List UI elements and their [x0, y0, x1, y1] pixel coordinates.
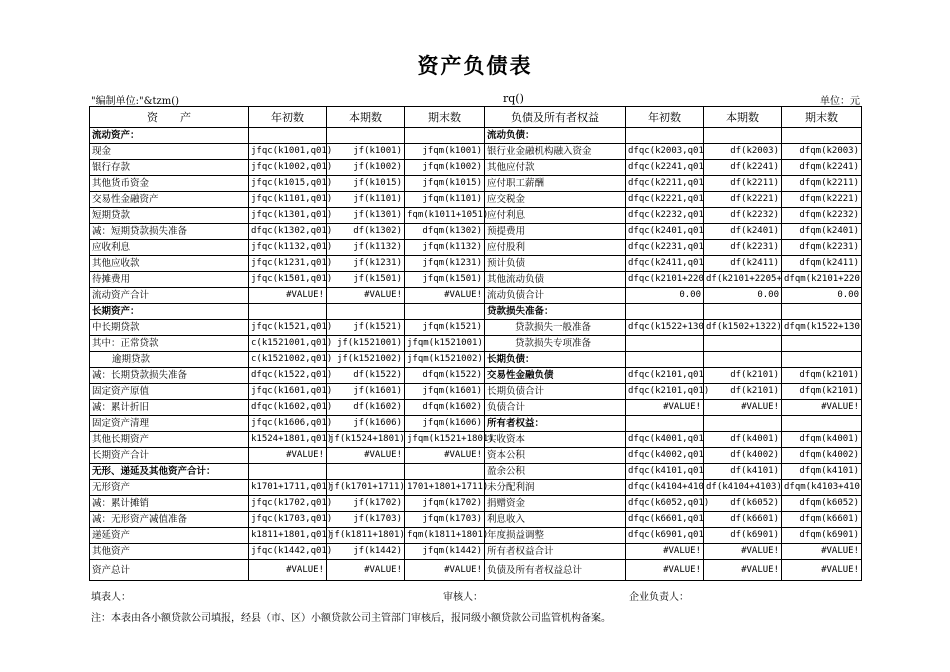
- asset-value: #VALUE!: [249, 288, 327, 304]
- liability-value: [626, 304, 704, 320]
- liability-value: dfqm(k6901): [782, 528, 862, 544]
- asset-label: 固定资产清理: [90, 416, 249, 432]
- liability-value: [782, 128, 862, 144]
- asset-value: dfqm(k1522): [405, 368, 485, 384]
- asset-label: 无形资产: [90, 480, 249, 496]
- liability-value: 0.00: [704, 288, 782, 304]
- liability-value: [704, 128, 782, 144]
- liability-label: 利息收入: [485, 512, 626, 528]
- liability-label: 其他应付款: [485, 160, 626, 176]
- table-row: [90, 528, 862, 544]
- liability-value: df(k2101): [704, 384, 782, 400]
- asset-label: 减：累计折旧: [90, 400, 249, 416]
- asset-value: [405, 304, 485, 320]
- asset-value: jf(k1301): [327, 208, 405, 224]
- liability-label: 应付职工薪酬: [485, 176, 626, 192]
- table-row: [90, 384, 862, 400]
- liability-value: dfqc(k2401,q01: [626, 224, 704, 240]
- liability-value: dfqc(k2101+220: [626, 272, 704, 288]
- table-row: [90, 144, 862, 160]
- liability-value: [626, 352, 704, 368]
- asset-label: 长期资产：: [90, 304, 249, 320]
- asset-value: df(k1302): [327, 224, 405, 240]
- asset-label: 流动资产：: [90, 128, 249, 144]
- asset-value: jfqc(k1702,q01): [249, 496, 327, 512]
- asset-value: jfqc(k1002,q01): [249, 160, 327, 176]
- liability-value: dfqc(k6052,q01): [626, 496, 704, 512]
- liability-value: dfqm(k4002): [782, 448, 862, 464]
- asset-value: jfqc(k1132,q01): [249, 240, 327, 256]
- liability-value: df(k2101): [704, 368, 782, 384]
- liability-value: [626, 416, 704, 432]
- liability-value: df(k4104+4103): [704, 480, 782, 496]
- asset-label: 减：短期贷款损失准备: [90, 224, 249, 240]
- footnote: 注：本表由各小额贷款公司填报，经县（市、区）小额贷款公司主管部门审核后，报同级小额贷款公司监管机构备案。: [91, 613, 611, 624]
- liability-label: 资本公积: [485, 448, 626, 464]
- liability-label: 银行业金融机构融入资金: [485, 144, 626, 160]
- asset-value: [327, 464, 405, 480]
- table-row: [90, 480, 862, 496]
- table-row: [90, 208, 862, 224]
- table-row: [90, 256, 862, 272]
- liability-value: dfqm(k2101): [782, 368, 862, 384]
- asset-value: jf(k1001): [327, 144, 405, 160]
- asset-value: jfqm(k1002): [405, 160, 485, 176]
- asset-value: fqm(k1011+1051): [405, 208, 485, 224]
- liability-value: #VALUE!: [782, 544, 862, 560]
- liability-value: dfqc(k4104+410: [626, 480, 704, 496]
- liability-value: [704, 416, 782, 432]
- liability-value: #VALUE!: [704, 560, 782, 581]
- asset-label: 银行存款: [90, 160, 249, 176]
- liability-value: df(k1502+1322): [704, 320, 782, 336]
- liability-value: df(k2211): [704, 176, 782, 192]
- asset-value: jf(k1015): [327, 176, 405, 192]
- asset-value: jfqm(k1521002): [405, 352, 485, 368]
- table-row: [90, 240, 862, 256]
- liability-label: 贷款损失专项准备: [485, 336, 626, 352]
- liability-value: [626, 336, 704, 352]
- asset-value: k1811+1801,q01): [249, 528, 327, 544]
- asset-label: 应收利息: [90, 240, 249, 256]
- asset-value: jf(k1442): [327, 544, 405, 560]
- liability-value: df(k2231): [704, 240, 782, 256]
- liability-value: dfqm(k2241): [782, 160, 862, 176]
- asset-value: [249, 304, 327, 320]
- liability-label: 流动负债：: [485, 128, 626, 144]
- asset-value: jfqc(k1606,q01): [249, 416, 327, 432]
- liability-label: 贷款损失一般准备: [485, 320, 626, 336]
- asset-value: jfqc(k1442,q01): [249, 544, 327, 560]
- liability-value: [704, 304, 782, 320]
- asset-value: #VALUE!: [327, 560, 405, 581]
- asset-label: 交易性金融资产: [90, 192, 249, 208]
- asset-value: jfqm(k1231): [405, 256, 485, 272]
- asset-value: jfqc(k1101,q01): [249, 192, 327, 208]
- liability-label: 负债合计: [485, 400, 626, 416]
- asset-label: 递延资产: [90, 528, 249, 544]
- asset-value: dfqm(k1302): [405, 224, 485, 240]
- liability-value: dfqm(k2211): [782, 176, 862, 192]
- asset-value: jf(k1521002): [327, 352, 405, 368]
- asset-label: 流动资产合计: [90, 288, 249, 304]
- asset-value: 1701+1801+1711): [405, 480, 485, 496]
- liability-value: df(k2003): [704, 144, 782, 160]
- asset-label: 其中：正常贷款: [90, 336, 249, 352]
- asset-label: 无形、递延及其他资产合计：: [90, 464, 249, 480]
- liability-value: #VALUE!: [626, 544, 704, 560]
- asset-value: [249, 128, 327, 144]
- liability-value: df(k2221): [704, 192, 782, 208]
- liability-value: dfqc(k2231,q01: [626, 240, 704, 256]
- asset-value: jfqm(k1442): [405, 544, 485, 560]
- liability-value: dfqc(k2221,q01: [626, 192, 704, 208]
- liability-value: dfqm(k4101): [782, 464, 862, 480]
- asset-value: dfqc(k1602,q01): [249, 400, 327, 416]
- asset-value: jf(k1524+1801): [327, 432, 405, 448]
- balance-sheet-table: [89, 106, 862, 581]
- asset-value: jfqc(k1301,q01): [249, 208, 327, 224]
- liability-value: df(k2401): [704, 224, 782, 240]
- date-field: rq(): [503, 92, 524, 105]
- asset-label: 其他长期资产: [90, 432, 249, 448]
- asset-value: k1524+1801,q01): [249, 432, 327, 448]
- table-row: [90, 448, 862, 464]
- liability-value: dfqc(k2003,q01: [626, 144, 704, 160]
- liability-label: 应交税金: [485, 192, 626, 208]
- header-row: [90, 107, 862, 128]
- liability-value: [782, 336, 862, 352]
- asset-value: jfqm(k1521): [405, 320, 485, 336]
- table-row: [90, 416, 862, 432]
- asset-value: jf(k1702): [327, 496, 405, 512]
- liability-value: [704, 352, 782, 368]
- asset-value: jf(k1606): [327, 416, 405, 432]
- asset-value: #VALUE!: [405, 448, 485, 464]
- liability-label: 长期负债：: [485, 352, 626, 368]
- table-row: [90, 496, 862, 512]
- asset-label: 其他应收款: [90, 256, 249, 272]
- asset-value: dfqc(k1522,q01): [249, 368, 327, 384]
- asset-value: jf(k1701+1711): [327, 480, 405, 496]
- liability-label: 其他流动负债: [485, 272, 626, 288]
- asset-value: jfqm(k1702): [405, 496, 485, 512]
- table-row: [90, 192, 862, 208]
- liability-value: 0.00: [782, 288, 862, 304]
- liability-value: dfqm(k1522+130: [782, 320, 862, 336]
- asset-label: 短期贷款: [90, 208, 249, 224]
- liability-value: dfqm(k2101): [782, 384, 862, 400]
- liability-value: dfqm(k2411): [782, 256, 862, 272]
- asset-value: jfqm(k1606): [405, 416, 485, 432]
- table-row: [90, 272, 862, 288]
- liability-value: df(k4001): [704, 432, 782, 448]
- liability-value: #VALUE!: [704, 400, 782, 416]
- header-cell: 资 产: [90, 107, 249, 128]
- asset-label: 待摊费用: [90, 272, 249, 288]
- asset-label: 逾期贷款: [90, 352, 249, 368]
- asset-value: jfqm(k1015): [405, 176, 485, 192]
- asset-value: jf(k1132): [327, 240, 405, 256]
- liability-value: dfqm(k6601): [782, 512, 862, 528]
- asset-value: #VALUE!: [249, 448, 327, 464]
- asset-value: [327, 128, 405, 144]
- header-cell: 本期数: [704, 107, 782, 128]
- asset-value: jfqm(k1132): [405, 240, 485, 256]
- asset-value: k1701+1711,q01): [249, 480, 327, 496]
- asset-value: jfqm(k1601): [405, 384, 485, 400]
- asset-value: jfqm(k1703): [405, 512, 485, 528]
- asset-value: #VALUE!: [327, 288, 405, 304]
- liability-value: #VALUE!: [782, 400, 862, 416]
- asset-value: jf(k1601): [327, 384, 405, 400]
- liability-value: df(k6901): [704, 528, 782, 544]
- liability-value: [782, 352, 862, 368]
- asset-value: jfqm(k1101): [405, 192, 485, 208]
- asset-value: jfqc(k1521,q01): [249, 320, 327, 336]
- liability-value: [626, 128, 704, 144]
- liability-value: df(k6052): [704, 496, 782, 512]
- table-row: [90, 368, 862, 384]
- asset-value: [405, 128, 485, 144]
- asset-value: jf(k1231): [327, 256, 405, 272]
- liability-label: 负债及所有者权益总计: [485, 560, 626, 581]
- header-cell: 年初数: [626, 107, 704, 128]
- asset-value: jfqc(k1231,q01): [249, 256, 327, 272]
- asset-label: 中长期贷款: [90, 320, 249, 336]
- liability-value: #VALUE!: [626, 560, 704, 581]
- liability-label: 应付利息: [485, 208, 626, 224]
- liability-label: 交易性金融负债: [485, 368, 626, 384]
- liability-value: dfqm(k4001): [782, 432, 862, 448]
- asset-value: jf(k1002): [327, 160, 405, 176]
- asset-value: #VALUE!: [249, 560, 327, 581]
- liability-value: 0.00: [626, 288, 704, 304]
- liability-value: dfqm(k2101+220: [782, 272, 862, 288]
- liability-value: dfqc(k2411,q01: [626, 256, 704, 272]
- asset-label: 固定资产原值: [90, 384, 249, 400]
- table-row: [90, 560, 862, 581]
- asset-value: jfqm(k1521+1801): [405, 432, 485, 448]
- liability-label: 流动负债合计: [485, 288, 626, 304]
- liability-value: dfqc(k2101,q01): [626, 384, 704, 400]
- asset-value: jfqm(k1521001): [405, 336, 485, 352]
- liability-label: 贷款损失准备：: [485, 304, 626, 320]
- liability-value: [704, 336, 782, 352]
- liability-label: 长期负债合计: [485, 384, 626, 400]
- asset-value: #VALUE!: [327, 448, 405, 464]
- liability-value: df(k2232): [704, 208, 782, 224]
- liability-value: dfqc(k2232,q01: [626, 208, 704, 224]
- liability-value: [782, 416, 862, 432]
- asset-value: #VALUE!: [405, 288, 485, 304]
- liability-label: 盈余公积: [485, 464, 626, 480]
- asset-value: [249, 464, 327, 480]
- liability-value: dfqm(k2231): [782, 240, 862, 256]
- header-cell: 年初数: [249, 107, 327, 128]
- asset-value: jfqc(k1501,q01): [249, 272, 327, 288]
- liability-value: dfqc(k2211,q01: [626, 176, 704, 192]
- unit-label: 单位：元: [820, 96, 860, 107]
- liability-value: dfqm(k2003): [782, 144, 862, 160]
- org-field: "编制单位:"&tzm(): [91, 96, 180, 107]
- liability-value: dfqc(k4001,q01: [626, 432, 704, 448]
- asset-value: jfqc(k1703,q01): [249, 512, 327, 528]
- liability-value: df(k4002): [704, 448, 782, 464]
- asset-label: 减：无形资产减值准备: [90, 512, 249, 528]
- header-cell: 负债及所有者权益: [485, 107, 626, 128]
- liability-label: 所有者权益：: [485, 416, 626, 432]
- filler-label: 填表人：: [91, 592, 131, 603]
- asset-value: jfqm(k1501): [405, 272, 485, 288]
- asset-value: jfqc(k1001,q01): [249, 144, 327, 160]
- liability-value: dfqc(k4101,q01: [626, 464, 704, 480]
- liability-value: dfqm(k6052): [782, 496, 862, 512]
- asset-label: 其他货币资金: [90, 176, 249, 192]
- liability-label: 未分配利润: [485, 480, 626, 496]
- liability-value: df(k2411): [704, 256, 782, 272]
- table-row: [90, 320, 862, 336]
- liability-value: dfqm(k4103+410: [782, 480, 862, 496]
- table-row: [90, 128, 862, 144]
- liability-label: 实收资本: [485, 432, 626, 448]
- liability-value: dfqc(k4002,q01: [626, 448, 704, 464]
- liability-label: 预提费用: [485, 224, 626, 240]
- liability-value: dfqc(k6901,q01: [626, 528, 704, 544]
- asset-label: 现金: [90, 144, 249, 160]
- liability-label: 应付股利: [485, 240, 626, 256]
- liability-value: df(k6601): [704, 512, 782, 528]
- asset-value: df(k1522): [327, 368, 405, 384]
- liability-value: #VALUE!: [782, 560, 862, 581]
- asset-value: jf(k1811+1801): [327, 528, 405, 544]
- asset-label: 其他资产: [90, 544, 249, 560]
- liability-value: dfqm(k2232): [782, 208, 862, 224]
- table-row: [90, 288, 862, 304]
- asset-label: 资产总计: [90, 560, 249, 581]
- table-row: [90, 432, 862, 448]
- liability-value: dfqc(k2101,q01: [626, 368, 704, 384]
- asset-value: jfqm(k1001): [405, 144, 485, 160]
- liability-value: #VALUE!: [626, 400, 704, 416]
- liability-value: dfqc(k2241,q01: [626, 160, 704, 176]
- table-row: [90, 176, 862, 192]
- asset-value: [405, 464, 485, 480]
- liability-label: 所有者权益合计: [485, 544, 626, 560]
- liability-value: dfqm(k2401): [782, 224, 862, 240]
- liability-value: df(k2101+2205+: [704, 272, 782, 288]
- liability-label: 捐赠资金: [485, 496, 626, 512]
- asset-value: df(k1602): [327, 400, 405, 416]
- liability-value: dfqm(k2221): [782, 192, 862, 208]
- asset-value: jf(k1501): [327, 272, 405, 288]
- table-row: [90, 224, 862, 240]
- asset-value: jf(k1703): [327, 512, 405, 528]
- table-row: [90, 336, 862, 352]
- liability-value: dfqc(k1522+130: [626, 320, 704, 336]
- asset-value: c(k1521001,q01): [249, 336, 327, 352]
- reviewer-label: 审核人：: [443, 592, 483, 603]
- liability-value: df(k4101): [704, 464, 782, 480]
- liability-value: df(k2241): [704, 160, 782, 176]
- table-row: [90, 352, 862, 368]
- liability-label: 年度损益调整: [485, 528, 626, 544]
- asset-value: #VALUE!: [405, 560, 485, 581]
- header-cell: 本期数: [327, 107, 405, 128]
- table-row: [90, 464, 862, 480]
- report-title: 资产负债表: [417, 54, 533, 78]
- asset-value: jfqc(k1015,q01): [249, 176, 327, 192]
- asset-value: dfqm(k1602): [405, 400, 485, 416]
- table-row: [90, 160, 862, 176]
- table-row: [90, 304, 862, 320]
- asset-label: 长期资产合计: [90, 448, 249, 464]
- asset-value: c(k1521002,q01): [249, 352, 327, 368]
- asset-label: 减：长期贷款损失准备: [90, 368, 249, 384]
- head-label: 企业负责人：: [629, 592, 689, 603]
- asset-label: 减：累计摊销: [90, 496, 249, 512]
- header-cell: 期末数: [782, 107, 862, 128]
- asset-value: jf(k1101): [327, 192, 405, 208]
- asset-value: [327, 304, 405, 320]
- liability-value: [782, 304, 862, 320]
- liability-label: 预计负债: [485, 256, 626, 272]
- asset-value: jfqc(k1601,q01): [249, 384, 327, 400]
- table-row: [90, 544, 862, 560]
- asset-value: dfqc(k1302,q01): [249, 224, 327, 240]
- asset-value: jf(k1521001): [327, 336, 405, 352]
- liability-value: #VALUE!: [704, 544, 782, 560]
- table-row: [90, 400, 862, 416]
- asset-value: fqm(k1811+1801): [405, 528, 485, 544]
- asset-value: jf(k1521): [327, 320, 405, 336]
- liability-value: dfqc(k6601,q01: [626, 512, 704, 528]
- header-cell: 期末数: [405, 107, 485, 128]
- table-row: [90, 512, 862, 528]
